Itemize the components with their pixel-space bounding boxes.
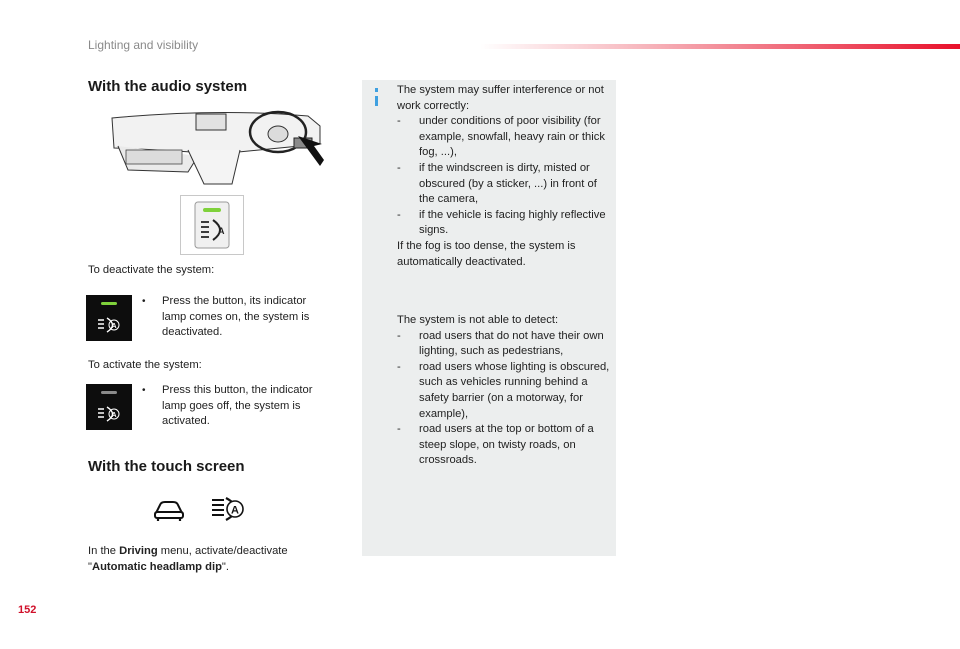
auto-headlamp-icon: [210, 494, 246, 524]
svg-text:A: A: [218, 226, 225, 236]
button-lamp-on: [86, 295, 132, 341]
page-number: 152: [18, 604, 37, 616]
bullet-icon: •: [142, 385, 146, 396]
dashboard-illustration: [108, 110, 328, 190]
function-name: Automatic headlamp dip: [91, 560, 222, 573]
activate-step-text: Press this button, the indicator lamp goes off, the system is activated.: [162, 384, 313, 428]
driving-menu-name: Driving: [119, 545, 158, 557]
header-accent-bar: [480, 44, 960, 49]
activate-label: To activate the system:: [88, 359, 202, 371]
lamp-on-icon: [86, 295, 132, 341]
detection-list: [397, 329, 611, 469]
deactivate-step-text: Press the button, its indicator lamp comes on, the system is deactivated.: [162, 295, 310, 339]
car-driving-icon: [152, 497, 186, 523]
audio-heading: With the audio system: [88, 78, 248, 95]
interference-list: [397, 114, 611, 239]
button-closeup-panel: [180, 195, 244, 255]
svg-text:A: A: [111, 412, 117, 419]
bullet-icon: •: [142, 296, 146, 307]
deactivate-label: To deactivate the system:: [88, 264, 215, 276]
list-item: - road users at the top or bottom of a steep slope, on twisty roads, on crossroads.: [397, 422, 611, 469]
list-item: - if the vehicle is facing highly reflective signs.: [397, 208, 611, 239]
svg-text:A: A: [231, 504, 239, 517]
info-icon: [375, 88, 378, 92]
instruction-prefix: In the: [88, 545, 120, 557]
deactivate-step: [142, 294, 326, 341]
lamp-off-icon: [86, 384, 132, 430]
touch-instruction: [88, 544, 348, 575]
auto-headlamp-button-icon: [181, 196, 243, 254]
list-item: - if the windscreen is dirty, misted or obscured (by a sticker, ...) in front of the camera,: [397, 161, 611, 208]
list-item: - under conditions of poor visibility (for example, snowfall, heavy rain or thick fog, ...),: [397, 114, 611, 161]
button-lamp-off: [86, 384, 132, 430]
info-section-detection: [397, 313, 611, 469]
fog-note: If the fog is too dense, the system is automatically deactivated.: [397, 239, 576, 268]
instruction-mid: menu, activate/deactivate ": [88, 545, 288, 573]
instruction-suffix: ".: [221, 560, 229, 573]
info-intro: The system may suffer interference or not work correctly:: [397, 84, 604, 112]
section-title: Lighting and visibility: [88, 38, 199, 52]
list-item: - road users whose lighting is obscured, such as vehicles running behind a safety barrier (on a motorway, for example),: [397, 360, 611, 422]
list-item: - road users that do not have their own lighting, such as pedestrians,: [397, 329, 611, 360]
activate-step: [142, 383, 328, 430]
svg-text:A: A: [111, 323, 117, 330]
detect-intro: The system is not able to detect:: [397, 314, 559, 326]
info-section-interference: [397, 83, 611, 270]
touch-heading: With the touch screen: [88, 458, 245, 475]
info-icon-bar: [375, 96, 378, 106]
